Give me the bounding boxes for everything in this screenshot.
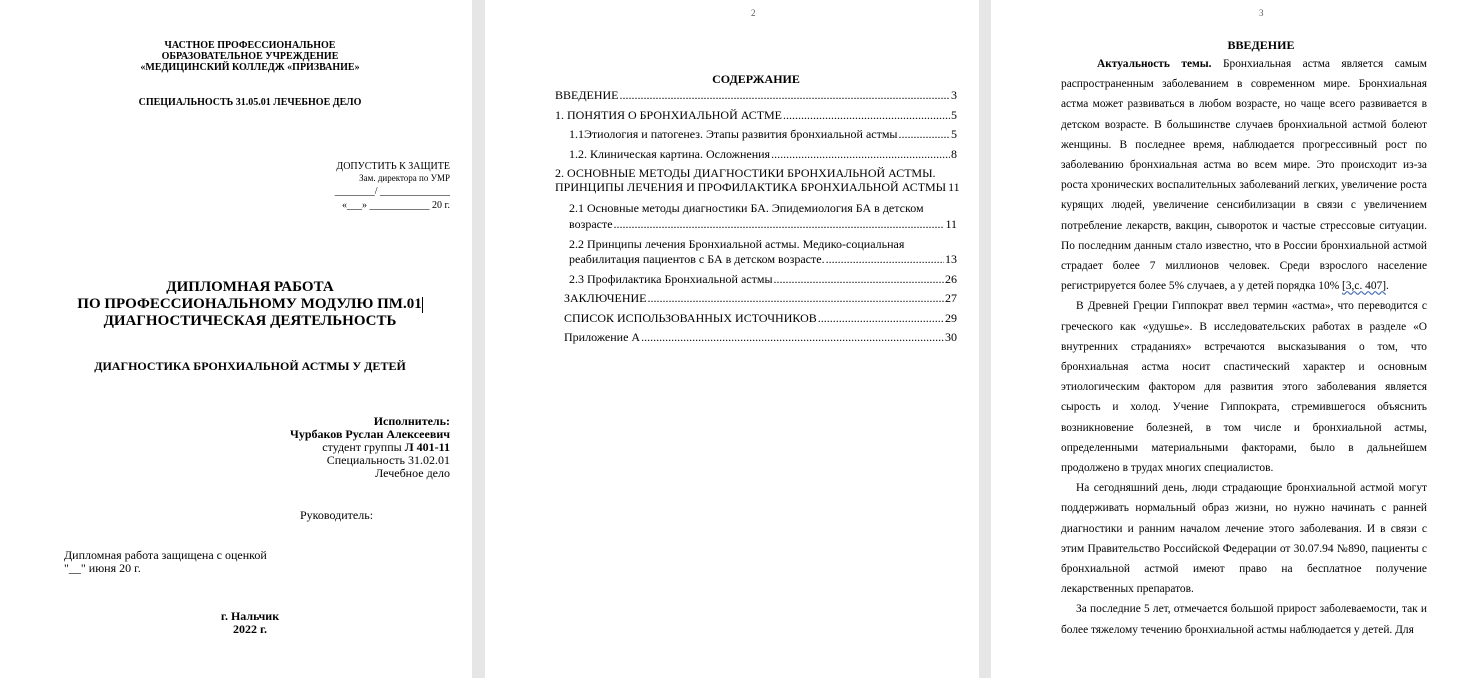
paragraph: На сегодняшний день, люди страдающие бронхиальной астмой могут поддерживать нормальный образ жизни, но нужно начинать с ранней диагностики и ранним началом лечение этого заболевания. И в связи с этим Правительство Российской Федерации от 30.07.94 №890, пациенты с бронхиальной астмой имеют право на бесплатное получение лекарственных препаратов.: [1061, 482, 1427, 596]
page-contents: [485, 0, 979, 678]
paragraph-text: .: [1386, 280, 1389, 293]
toc-entry-intro[interactable]: [555, 88, 957, 102]
work-title-line: ДИПЛОМНАЯ РАБОТА: [166, 279, 334, 295]
page-title-sheet: [0, 0, 472, 678]
executor-group: Л 401-11: [404, 440, 450, 454]
defense-line: Дипломная работа защищена с оценкой: [64, 548, 267, 562]
toc-text: Приложение А: [564, 330, 641, 344]
toc-text: СПИСОК ИСПОЛЬЗОВАННЫХ ИСТОЧНИКОВ: [564, 311, 817, 325]
college-line: ОБРАЗОВАТЕЛЬНОЕ УЧРЕЖДЕНИЕ: [161, 51, 339, 62]
toc-page: 29: [945, 311, 957, 325]
supervisor-label: Руководитель:: [300, 508, 374, 522]
toc-text: 1. ПОНЯТИЯ О БРОНХИАЛЬНОЙ АСТМЕ: [555, 108, 782, 122]
toc-entry-appendix[interactable]: [564, 330, 957, 344]
paragraph-text: Бронхиальная астма является самым распространенным заболеванием в современном мире. Бронхиальная астма может развиваться в любом возрасте, но чаще всего развивается в детском возрасте. В большинстве случаев бронхиальной астмой болеют женщины. В последнее время, наблюдается прогрессивный рост по заболеванию бронхиальная астма во всем мире. Это происходит из-за роста хронических воспалительных заболеваний легких, увеличение роста курящих людей, увеличение сенсибилизации в связи с увеличением потребление лекарств, вакцин, сывороток и частые стрессовые ситуации. По последним данным стало известно, что в России бронхиальной астмой страдает более 7 миллионов человек. Среди взрослого население регистрируется более 5% случаев, а у детей порядка 10%: [1061, 58, 1428, 293]
executor-block: [290, 415, 450, 480]
relevance-heading: Актуальность темы.: [1097, 58, 1212, 70]
work-title-line: ДИАГНОСТИЧЕСКАЯ ДЕЯТЕЛЬНОСТЬ: [103, 313, 397, 329]
toc-text: ЗАКЛЮЧЕНИЕ: [564, 291, 647, 305]
approve-sign-line: ________/ ______________: [334, 186, 450, 197]
toc-page: 8: [951, 147, 957, 161]
executor-label: Исполнитель:: [373, 414, 450, 428]
approve-block: [335, 161, 450, 211]
city: г. Нальчик: [220, 609, 280, 623]
college-name: [0, 40, 472, 73]
speciality-line: СПЕЦИАЛЬНОСТЬ 31.05.01 ЛЕЧЕБНОЕ ДЕЛО: [138, 97, 362, 108]
toc-page: 3: [951, 88, 957, 102]
toc-entry-chapter2[interactable]: [555, 166, 960, 194]
toc-text: ВВЕДЕНИЕ: [555, 88, 619, 102]
introduction-body: [1061, 54, 1427, 640]
approve-date-line: «___» ____________ 20 г.: [342, 200, 450, 211]
footer-block: [0, 610, 472, 636]
page-number: 3: [1259, 8, 1264, 18]
toc-page: 26: [945, 272, 957, 286]
toc-entry-chapter1[interactable]: [555, 108, 957, 122]
toc-text: возрасте: [569, 217, 613, 231]
paragraph: [1061, 54, 1427, 296]
text-cursor: [422, 297, 423, 313]
toc-entry-2-1[interactable]: [569, 201, 957, 231]
toc-entry-2-2[interactable]: [569, 237, 957, 266]
toc-entry-1-1[interactable]: [569, 127, 957, 141]
approve-title: ДОПУСТИТЬ К ЗАЩИТЕ: [336, 161, 450, 172]
work-title: [0, 279, 472, 330]
toc-text: 1.1Этиология и патогенез. Этапы развития бронхиальной астмы: [569, 127, 898, 141]
toc-page: 5: [951, 127, 957, 141]
toc-page: 5: [951, 108, 957, 122]
paragraph: За последние 5 лет, отмечается большой прирост заболеваемости, так и более тяжелому течению бронхиальной астмы наблюдается у детей. Для: [1061, 603, 1427, 636]
toc-text: 2.3 Профилактика Бронхиальной астмы: [569, 272, 773, 286]
approve-role: Зам. директора по УМР: [359, 173, 450, 183]
page-introduction: [991, 0, 1461, 678]
toc-page: 11: [948, 180, 960, 194]
work-title-line: ПО ПРОФЕССИОНАЛЬНОМУ МОДУЛЮ ПМ.01: [77, 296, 422, 312]
executor-group-prefix: студент группы: [322, 440, 405, 454]
defense-block: [64, 549, 267, 575]
toc-page: 11: [945, 217, 957, 231]
college-line: «МЕДИЦИНСКИЙ КОЛЛЕДЖ «ПРИЗВАНИЕ»: [140, 62, 360, 73]
toc-entry-references[interactable]: [564, 311, 957, 325]
toc-entry-conclusion[interactable]: [564, 291, 957, 305]
page-number: 2: [751, 8, 756, 18]
introduction-title: ВВЕДЕНИЕ: [1227, 38, 1295, 52]
contents-title: СОДЕРЖАНИЕ: [712, 72, 800, 86]
toc-text: 2.1 Основные методы диагностики БА. Эпидемиология БА в детском: [569, 201, 924, 215]
executor-name: Чурбаков Руслан Алексеевич: [290, 427, 450, 441]
toc-text: реабилитация пациентов с БА в детском возрасте.: [569, 252, 825, 266]
paragraph: В Древней Греции Гиппократ ввел термин «астма», что переводится с греческого как «удушье». В исследовательских работах в разделе «О внутренних страданиях» встречаются высказывания о том, что бронхиальная астма носит спастический характер и основным этиологическим фактором для развития этого заболевания является сырость и холод. Учение Гиппократа, стремившегося объяснить возникновение болезней, в том числе и бронхиальной астмы, определенными материальными факторами, было в дальнейшем продолжено в трудах многих специалистов.: [1061, 300, 1427, 475]
reference: [3,с. 407]: [1342, 280, 1387, 293]
executor-field: Лечебное дело: [375, 466, 450, 480]
toc-text: 2.2 Принципы лечения Бронхиальной астмы. Медико-социальная: [569, 237, 905, 251]
toc-page: 30: [945, 330, 957, 344]
toc-page: 13: [945, 252, 957, 266]
work-topic: ДИАГНОСТИКА БРОНХИАЛЬНОЙ АСТМЫ У ДЕТЕЙ: [94, 359, 406, 373]
toc-entry-2-3[interactable]: [569, 272, 957, 286]
toc-text: 1.2. Клиническая картина. Осложнения: [569, 147, 771, 161]
toc-text: ПРИНЦИПЫ ЛЕЧЕНИЯ И ПРОФИЛАКТИКА БРОНХИАЛЬНОЙ АСТМЫ: [555, 180, 947, 194]
year: 2022 г.: [232, 622, 268, 636]
toc-page: 27: [945, 291, 957, 305]
defense-date: "__" июня 20 г.: [64, 561, 141, 575]
executor-speciality: Специальность 31.02.01: [326, 453, 450, 467]
toc-entry-1-2[interactable]: [569, 147, 957, 161]
college-line: ЧАСТНОЕ ПРОФЕССИОНАЛЬНОЕ: [164, 40, 336, 51]
toc-text: 2. ОСНОВНЫЕ МЕТОДЫ ДИАГНОСТИКИ БРОНХИАЛЬНОЙ АСТМЫ.: [555, 166, 936, 180]
